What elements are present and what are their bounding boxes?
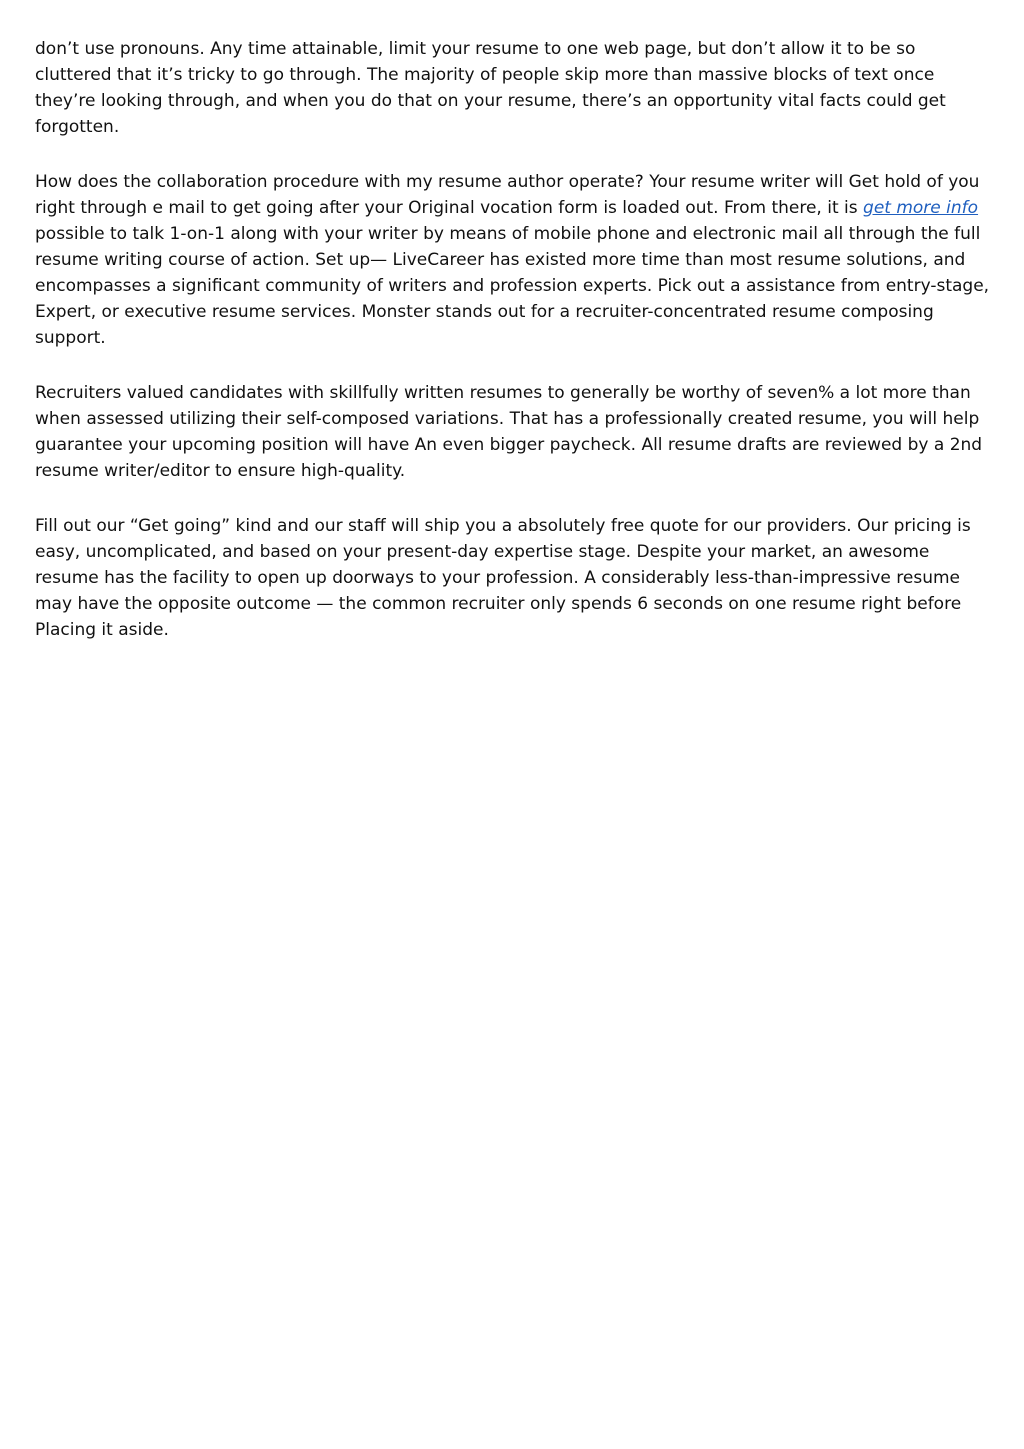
paragraph-collaboration (35, 169, 995, 351)
paragraph-get-going: Fill out our “Get going” kind and our staff will ship you a absolutely free quote for our providers. Our pricing is easy, uncomplicated, and based on your present-day expertise stage. Despite your market, an awesome resume has the facility to open up doorways to your profession. A considerably less-than-impressive resume may have the opposite outcome — the common recruiter only spends 6 seconds on one resume right before Placing it aside. (35, 516, 971, 640)
get-more-info-link[interactable]: get more info (863, 198, 979, 218)
document-body (35, 36, 995, 643)
paragraph-recruiters: Recruiters valued candidates with skillfully written resumes to generally be worthy of seven% a lot more than when assessed utilizing their self-composed variations. That has a professionally created resume, you will help guarantee your upcoming position will have An even bigger paycheck. All resume drafts are reviewed by a 2nd resume writer/editor to ensure high-quality. (35, 383, 983, 481)
paragraph-pronouns: don’t use pronouns. Any time attainable, limit your resume to one web page, but don’t allow it to be so cluttered that it’s tricky to go through. The majority of people skip more than massive blocks of text once they’re looking through, and when you do that on your resume, there’s an opportunity vital facts could get forgotten. (35, 39, 946, 137)
paragraph-collaboration-end: possible to talk 1-on-1 along with your writer by means of mobile phone and electronic mail all through the full resume writing course of action. Set up— LiveCareer has existed more time than most resume solutions, and encompasses a significant community of writers and profession experts. Pick out a assistance from entry-stage, Expert, or executive resume services. Monster stands out for a recruiter-concentrated resume composing support. (35, 224, 990, 348)
paragraph-collaboration-start: How does the collaboration procedure with my resume author operate? Your resume writer will Get hold of you right through e mail to get going after your Original vocation form is loaded out. From there, it is (35, 172, 980, 218)
